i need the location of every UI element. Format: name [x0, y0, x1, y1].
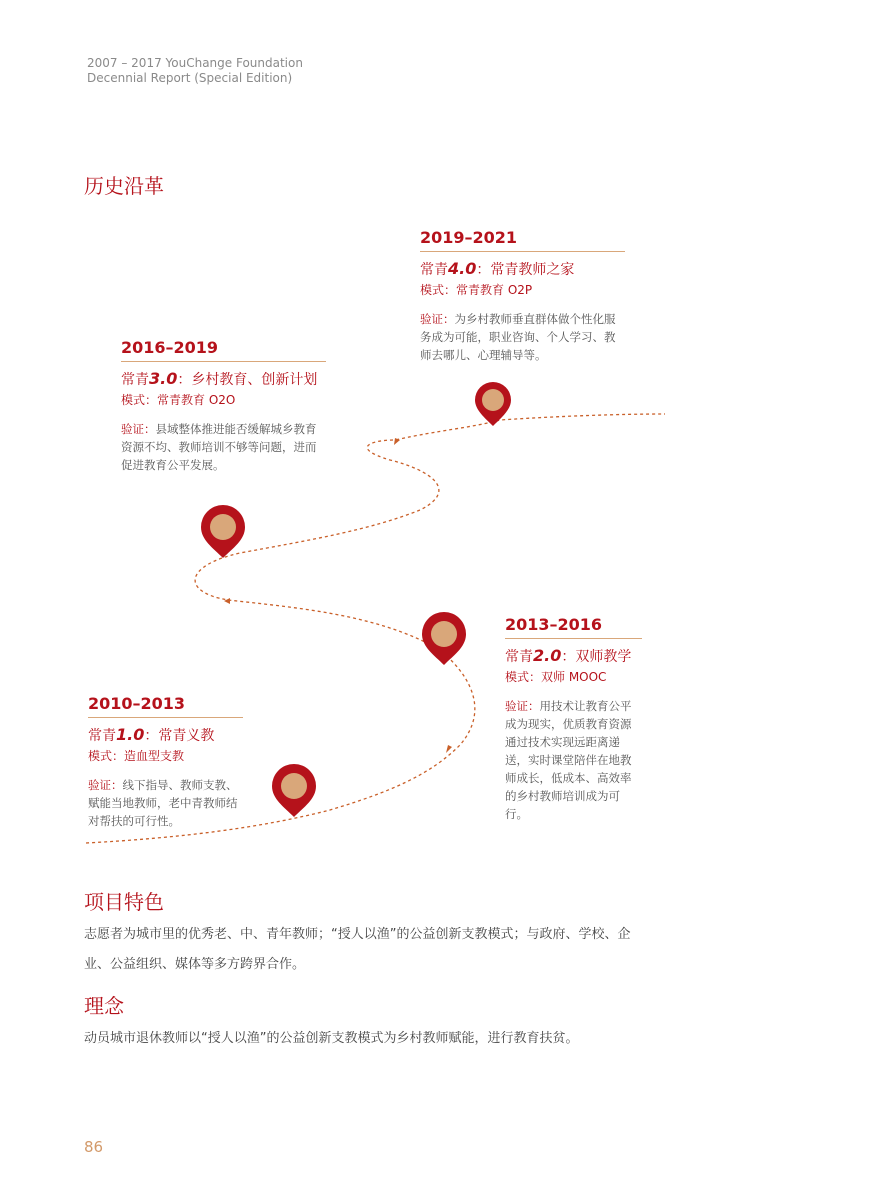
milestone-years: 2016–2019 [121, 338, 326, 362]
milestone-2013 [505, 615, 642, 823]
philosophy-title: 理念 [84, 994, 124, 1018]
map-pin-icon [201, 505, 245, 558]
milestone-2010 [88, 694, 243, 830]
milestone-2019 [420, 228, 625, 364]
page-number: 86 [84, 1138, 104, 1156]
milestone-mode: 模式：常青教育 O2O [121, 393, 236, 407]
path-arrow-1 [446, 745, 452, 753]
milestone-title: 常青4.0：常青教师之家 [420, 259, 575, 278]
features-title: 项目特色 [84, 890, 164, 914]
milestone-verify: 验证：县域整体推进能否缓解城乡教育资源不均、教师培训不够等问题，进而促进教育公平发展。 [121, 422, 317, 472]
milestone-verify: 验证：用技术让教育公平成为现实，优质教育资源通过技术实现远距离递送，实时课堂陪伴在地教师成长，低成本、高效率的乡村教师培训成为可行。 [505, 699, 632, 821]
map-pin-icon [272, 764, 316, 817]
milestone-title: 常青3.0：乡村教育、创新计划 [121, 369, 318, 388]
milestone-title: 常青1.0：常青义教 [88, 725, 215, 744]
philosophy-text: 动员城市退休教师以“授人以渔”的公益创新支教模式为乡村教师赋能，进行教育扶贫。 [84, 1031, 579, 1046]
milestone-mode: 模式：常青教育 O2P [420, 283, 533, 297]
features-text: 志愿者为城市里的优秀老、中、青年教师；“授人以渔”的公益创新支教模式；与政府、学校、企业、公益组织、媒体等多方跨界合作。 [84, 927, 631, 972]
history-title: 历史沿革 [84, 174, 164, 198]
milestone-years: 2013–2016 [505, 615, 642, 639]
milestone-years: 2010–2013 [88, 694, 243, 718]
map-pin-icon [475, 382, 511, 426]
milestone-years: 2019–2021 [420, 228, 625, 252]
header-line-1: 2007 – 2017 YouChange Foundation [87, 56, 303, 70]
map-pin-icon [422, 612, 466, 665]
milestone-title: 常青2.0：双师教学 [505, 646, 632, 665]
milestone-verify: 验证：为乡村教师垂直群体做个性化服务成为可能，职业咨询、个人学习、教师去哪儿、心理辅导等。 [420, 312, 616, 362]
milestone-verify: 验证：线下指导、教师支教、赋能当地教师，老中青教师结对帮扶的可行性。 [88, 778, 238, 828]
header-line-2: Decennial Report (Special Edition) [87, 71, 293, 85]
milestone-mode: 模式：造血型支教 [88, 749, 185, 763]
milestone-2016 [121, 338, 326, 474]
milestone-mode: 模式：双师 MOOC [505, 670, 607, 684]
